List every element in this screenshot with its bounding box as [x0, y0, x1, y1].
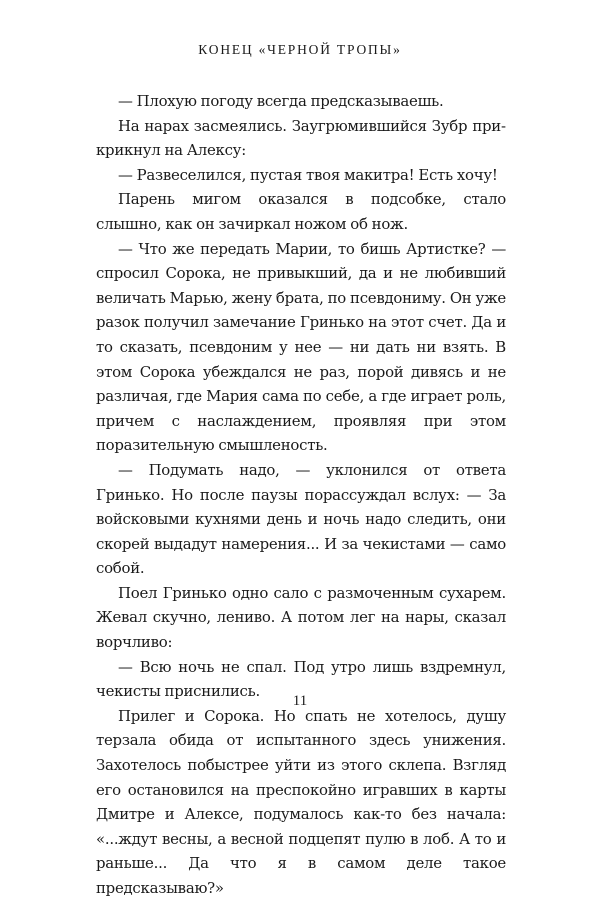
paragraph: На нарах засмеялись. Заугрюмившийся Зубр прикрикнул на Алексу:	[96, 116, 506, 160]
paragraph: — Развеселился, пустая твоя макитра! Есть хочу!	[118, 165, 498, 184]
paragraph: — Что же передать Марии, то бишь Артистке? — спросил Сорока, не привыкший, да и не любивший величать Марью, жену брата, по псевдониму. Он уже разок получил замечание Гринько на этот счет. Да и то сказать, псевдоним у нее — ни дать ни взять. В этом Сорока убеждался не раз, порой дивясь и не различая, где Мария сама по себе, а где играет роль, причем с наслаждением, проявляя при этом поразительную смышленость.	[96, 239, 506, 455]
paragraph: Поел Гринько одно сало с размоченным сухарем. Жевал скучно, лениво. А потом лег на нары, сказал ворчливо:	[96, 583, 506, 652]
paragraph: — Подумать надо, — уклонился от ответа Гринько. Но после паузы порассуждал вслух: — За войсковыми кухнями день и ночь надо следить, они скорей выдадут намерения... И за чекистами — само собой.	[96, 460, 506, 578]
page-number: 11	[292, 693, 308, 709]
paragraph: Прилег и Сорока. Но спать не хотелось, душу терзала обида от испытанного здесь унижения. Захотелось побыстрее уйти из этого склепа. Взгляд его остановился на преспокойно игравших в карты Дмитре и Алексе, подумалось как-то без начала: «...ждут весны, а весной подцепят пулю в лоб. А то и раньше... Да что я в самом деле такое предсказываю?»	[96, 706, 506, 897]
paragraph: — Плохую погоду всегда предсказываешь.	[118, 92, 444, 110]
paragraph: — Всю ночь не спал. Под утро лишь вздремнул, чекисты приснились.	[96, 657, 506, 701]
paragraph: Парень мигом оказался в подсобке, стало слышно, как он зачиркал ножом об нож.	[96, 190, 506, 233]
running-header: КОНЕЦ «ЧЕРНОЙ ТРОПЫ»	[198, 42, 402, 57]
body-text	[96, 89, 506, 901]
